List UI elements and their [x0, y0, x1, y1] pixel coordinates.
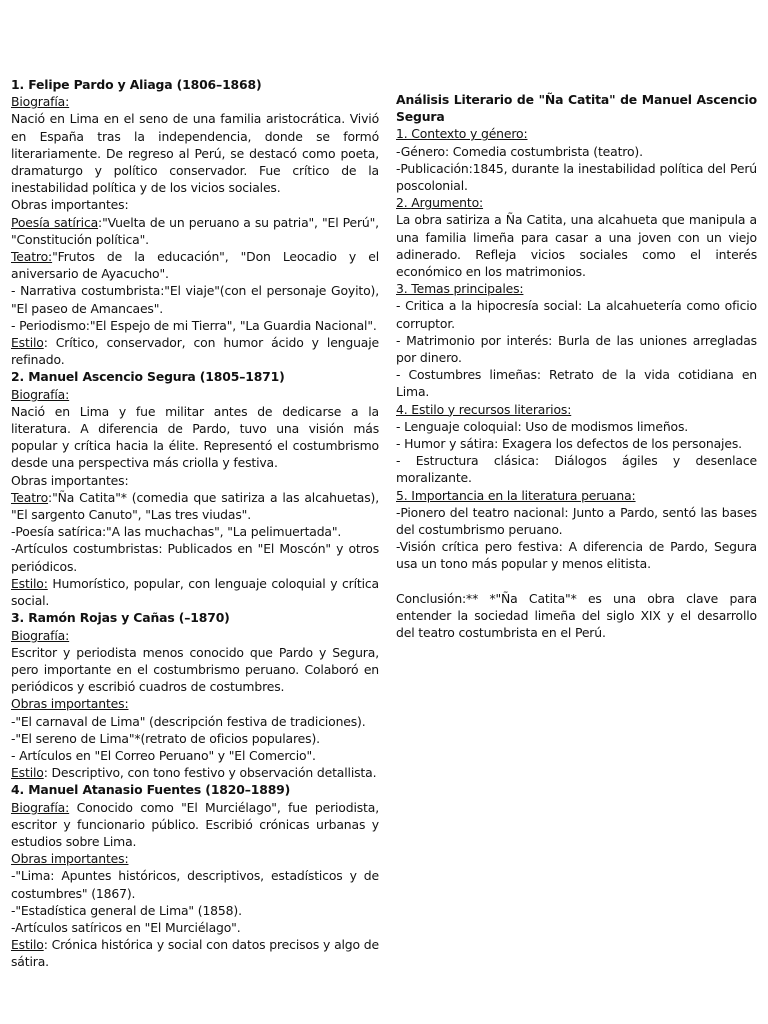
biography-text: Biografía: Conocido como "El Murciélago", fue periodista, escritor y funcionario público. Escribió crónicas urbanas y estudios sobre Lima.	[11, 799, 379, 849]
biography-label: Biografía:	[11, 799, 70, 815]
list-item: -Publicación:1845, durante la inestabilidad política del Perú poscolonial.	[396, 160, 757, 194]
list-item: - Lenguaje coloquial: Uso de modismos limeños.	[396, 418, 689, 434]
section-heading-style: 4. Estilo y recursos literarios:	[396, 401, 572, 417]
work-item: -Poesía satírica:"A las muchachas", "La pelimuertada".	[11, 524, 342, 540]
right-column	[396, 91, 757, 641]
style-label: Estilo	[11, 937, 44, 953]
biography-text: Nació en Lima en el seno de una familia aristocrática. Vivió en España tras la independencia, donde se formó literariamente. De regreso al Perú, se destacó como poeta, dramaturgo y político conservador. Fue crítico de la inestabilidad política y de los vicios sociales.	[11, 111, 379, 196]
section-heading-pardo: 1. Felipe Pardo y Aliaga (1806–1868)	[11, 77, 262, 92]
list-item: -Visión crítica pero festiva: A diferencia de Pardo, Segura usa un tono más popular y menos elitista.	[396, 539, 757, 572]
list-item: - Costumbres limeñas: Retrato de la vida cotidiana en Lima.	[396, 367, 757, 400]
biography-text: Nació en Lima y fue militar antes de dedicarse a la literatura. A diferencia de Pardo, tuvo una visión más popular y crítica hacia la élite. Representó el costumbrismo desde una perspectiva más criolla y festiva.	[11, 403, 379, 471]
work-item: -"El sereno de Lima"*(retrato de oficios populares).	[11, 730, 320, 746]
section-heading-importance: 5. Importancia en la literatura peruana:	[396, 487, 636, 503]
style-line: Estilo: Humorístico, popular, con lenguaje coloquial y crítica social.	[11, 575, 379, 609]
section-heading-segura: 2. Manuel Ascencio Segura (1805–1871)	[11, 369, 285, 385]
list-item: -Pionero del teatro nacional: Junto a Pardo, sentó las bases del costumbrismo peruano.	[396, 504, 757, 538]
work-category-label: Poesía satírica	[11, 214, 99, 230]
list-item: - Humor y sátira: Exagera los defectos de los personajes.	[396, 436, 742, 452]
section-heading-rojas: 3. Ramón Rojas y Cañas (–1870)	[11, 610, 230, 626]
works-label: Obras importantes:	[11, 472, 129, 488]
list-item: -Género: Comedia costumbrista (teatro).	[396, 143, 643, 159]
works-label: Obras importantes:	[11, 696, 129, 712]
work-item: -"Estadística general de Lima" (1858).	[11, 902, 242, 918]
biography-label: Biografía:	[11, 386, 70, 402]
style-line: Estilo: Descriptivo, con tono festivo y observación detallista.	[11, 765, 377, 781]
style-label: Estilo:	[11, 575, 48, 591]
style-label: Estilo	[11, 765, 44, 781]
biography-text: Escritor y periodista menos conocido que Pardo y Segura, pero importante en el costumbrismo peruano. Colaboró en periódicos y escribió cuadros de costumbres.	[11, 644, 379, 695]
analysis-title: Análisis Literario de "Ña Catita" de Manuel Ascencio Segura	[396, 92, 757, 125]
style-line: Estilo: Crítico, conservador, con humor ácido y lenguaje refinado.	[11, 335, 379, 368]
works-label: Obras importantes:	[11, 197, 129, 213]
conclusion-text: Conclusión:** *"Ña Catita"* es una obra clave para entender la sociedad limeña del siglo XIX y el desarrollo del teatro costumbrista en el Perú.	[396, 590, 757, 641]
style-line: Estilo: Crónica histórica y social con datos precisos y algo de sátira.	[11, 937, 379, 970]
spacer	[396, 573, 757, 590]
section-heading-fuentes: 4. Manuel Atanasio Fuentes (1820–1889)	[11, 782, 291, 798]
biography-label: Biografía:	[11, 94, 70, 110]
list-item: - Critica a la hipocresía social: La alcahuetería como oficio corruptor.	[396, 298, 757, 331]
work-item: - Artículos en "El Correo Peruano" y "El Comercio".	[11, 747, 316, 763]
works-label: Obras importantes:	[11, 851, 129, 867]
section-heading-plot: 2. Argumento:	[396, 195, 484, 211]
work-category-label: Teatro	[11, 489, 49, 505]
plot-text: La obra satiriza a Ña Catita, una alcahueta que manipula a una familia limeña para casar a una joven con un viejo adinerado. Refleja vicios sociales como el interés económico en los matrimonios.	[396, 212, 757, 280]
work-item: Poesía satírica:"Vuelta de un peruano a su patria", "El Perú", "Constitución política".	[11, 214, 379, 247]
work-item: Teatro:"Ña Catita"* (comedia que satiriza a las alcahuetas), "El sargento Canuto", "Las tres viudas".	[11, 489, 379, 523]
biography-label: Biografía:	[11, 627, 70, 643]
work-item: -Artículos costumbristas: Publicados en "El Moscón" y otros periódicos.	[11, 541, 379, 574]
work-category-label: Teatro:	[11, 249, 53, 265]
list-item: - Estructura clásica: Diálogos ágiles y desenlace moralizante.	[396, 453, 757, 486]
work-item: Teatro:"Frutos de la educación", "Don Leocadio y el aniversario de Ayacucho".	[11, 249, 379, 282]
work-item: - Narrativa costumbrista:"El viaje"(con el personaje Goyito), "El paseo de Amancaes".	[11, 283, 379, 316]
section-heading-themes: 3. Temas principales:	[396, 281, 524, 297]
list-item: - Matrimonio por interés: Burla de las uniones arregladas por dinero.	[396, 332, 757, 366]
work-item: - Periodismo:"El Espejo de mi Tierra", "La Guardia Nacional".	[11, 317, 377, 333]
work-item: -"Lima: Apuntes históricos, descriptivos, estadísticos y de costumbres" (1867).	[11, 868, 379, 901]
style-label: Estilo	[11, 335, 44, 351]
left-column	[11, 76, 379, 971]
work-item: -"El carnaval de Lima" (descripción festiva de tradiciones).	[11, 713, 366, 729]
section-heading-context: 1. Contexto y género:	[396, 126, 528, 142]
work-item: -Artículos satíricos en "El Murciélago".	[11, 919, 241, 935]
